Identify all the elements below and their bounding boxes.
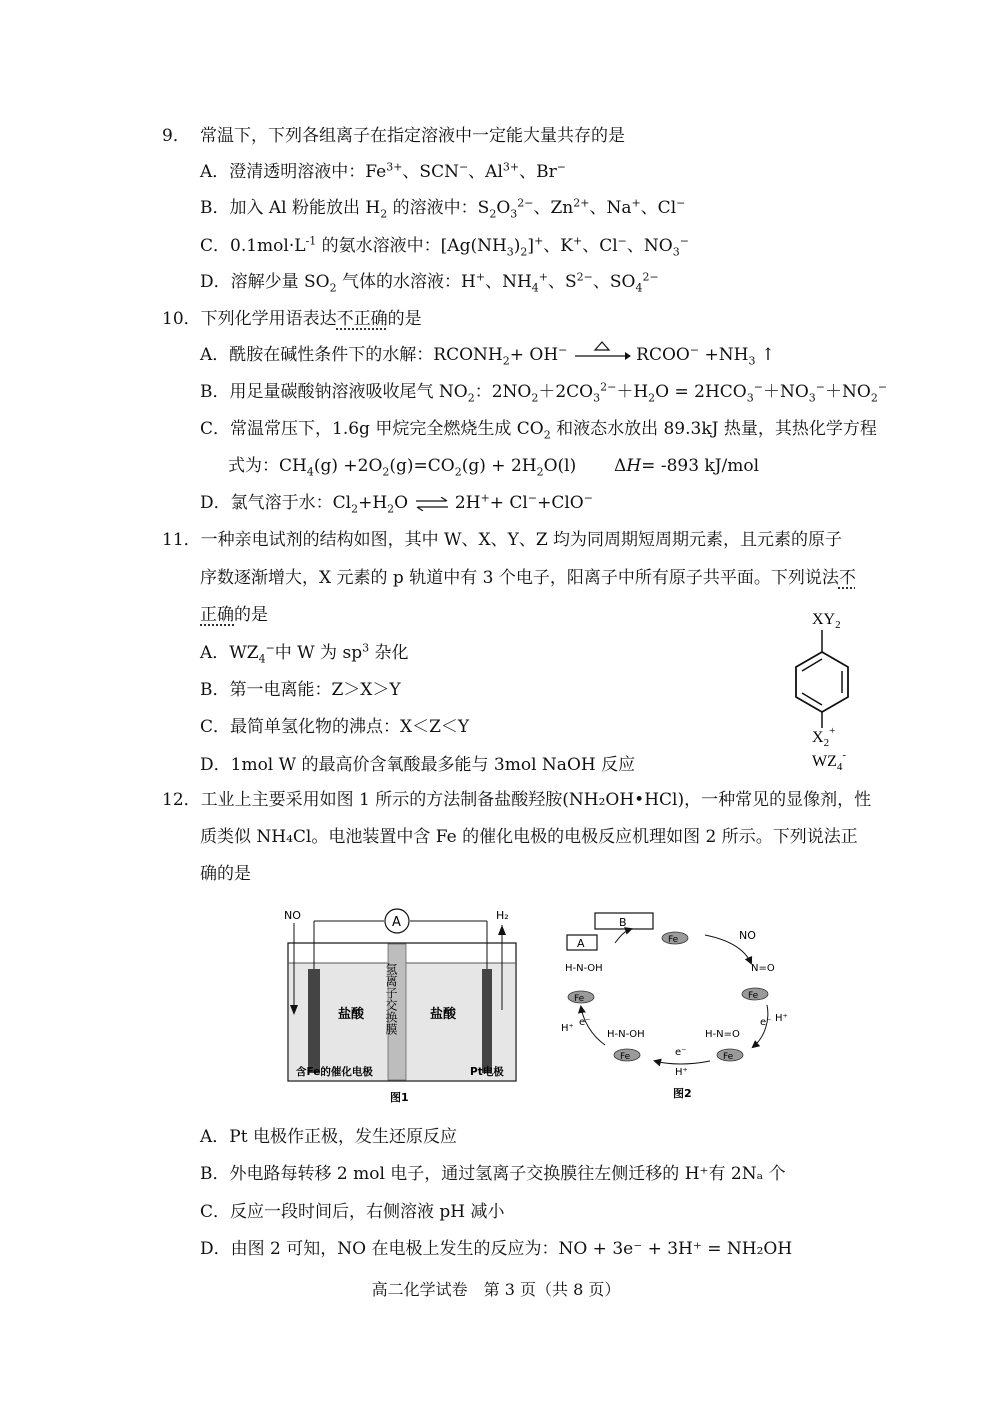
q12-stem-line3: 确的是	[200, 864, 251, 884]
heat-arrow-icon	[573, 349, 631, 363]
svg-text:H‑N=O: H‑N=O	[705, 1029, 740, 1040]
struct-top-label: $XY_2$	[812, 611, 841, 631]
svg-text:NO: NO	[739, 929, 756, 942]
q12-option-c: C．反应一段时间后，右侧溶液 pH 减小	[200, 1202, 505, 1222]
svg-text:H‑N‑OH: H‑N‑OH	[607, 1029, 645, 1040]
svg-text:Fe: Fe	[668, 935, 679, 945]
svg-text:H⁺: H⁺	[775, 1013, 788, 1024]
q12-option-a: A．Pt 电极作正极，发生还原反应	[200, 1127, 457, 1147]
page-footer: 高二化学试卷 第 3 页（共 8 页）	[371, 1280, 621, 1299]
membrane-label: 氢离子交换膜	[384, 963, 398, 1035]
right-electrode-label: Pt电极	[470, 1066, 504, 1078]
q11-option-c: C．最简单氢化物的沸点：X＜Z＜Y	[200, 717, 470, 737]
equilibrium-arrow-icon	[414, 497, 450, 511]
q10-option-a: A．酰胺在碱性条件下的水解：$RCONH_2+ OH^-$ RCOO− $+NH_3$ ↑	[200, 343, 776, 368]
struct-bottom-label: $X_2^+$	[812, 725, 836, 749]
svg-text:H⁺: H⁺	[675, 1067, 688, 1078]
q11-stem-line3: 正确的是	[200, 605, 268, 625]
q9-option-b: B．加入 Al 粉能放出 $H_2$ 的溶液中：$S_2O_3^{2-}$、$Zn^{2+}$、Na+、Cl−	[200, 196, 686, 221]
q10-option-c-line2: 式为：$CH_4(g) +2O_2(g)=CO_2(g) + 2H_2O(l)$ ΔH= -893 kJ/mol	[228, 456, 760, 479]
q9-option-a: A．澄清透明溶液中：$Fe^{3+}$、SCN−、$Al^{3+}$、Br−	[200, 160, 566, 182]
q12-option-b: B．外电路每转移 2 mol 电子，通过氢离子交换膜往左侧迁移的 H⁺有 2Nₐ 个	[200, 1164, 786, 1184]
svg-text:Fe: Fe	[723, 1052, 734, 1062]
svg-text:Fe: Fe	[748, 991, 759, 1001]
svg-text:e⁻: e⁻	[579, 1017, 591, 1028]
svg-text:B: B	[619, 916, 627, 929]
q11-option-a: A．$WZ_4^-$中 W 为 $sp^3$ 杂化	[200, 641, 409, 666]
svg-text:N=O: N=O	[751, 963, 775, 974]
svg-text:Fe: Fe	[574, 994, 585, 1004]
right-solution-label: 盐酸	[430, 1007, 457, 1022]
figure-2-cycle	[555, 905, 800, 1105]
svg-text:Fe: Fe	[620, 1052, 631, 1062]
svg-text:e⁻: e⁻	[760, 1017, 772, 1028]
figure-1-cell	[280, 905, 525, 1105]
h2-outlet-label: H₂	[496, 909, 509, 922]
svg-text:H⁺: H⁺	[561, 1023, 574, 1034]
left-electrode-label: 含Fe的催化电极	[296, 1066, 373, 1078]
no-inlet-label: NO	[284, 909, 301, 922]
q12-stem-line2: 质类似 NH₄Cl。电池装置中含 Fe 的催化电极的电极反应机理如图 2 所示。下列说法正	[200, 827, 858, 847]
question-11: 11．一种亲电试剂的结构如图，其中 W、X、Y、Z 均为同周期短周期元素，且元素的原子	[162, 530, 843, 550]
figure-2-caption: 图2	[673, 1087, 692, 1100]
question-number: 9．	[162, 126, 190, 146]
q11-option-b: B．第一电离能：Z＞X＞Y	[200, 680, 401, 700]
q10-option-b: B．用足量碳酸钠溶液吸收尾气 $NO_2$：$2NO_2+2CO_3^{2-}+H_2O = 2HCO_3^-+NO_3^-+NO_2^-$	[200, 380, 888, 405]
question-12: 12．工业上主要采用如图 1 所示的方法制备盐酸羟胺(NH₂OH•HCl)，一种常见的显像剂，性	[162, 790, 872, 810]
struct-anion-label: $WZ_4^-$	[812, 749, 847, 773]
q9-option-c: C．$0.1mol\cdot L^{-1}$ 的氨水溶液中：$[Ag(NH_3)_2]^+$、K+、Cl−、$NO_3^-$	[200, 234, 689, 259]
emphasis-dots: 不正确	[336, 309, 388, 329]
svg-text:A: A	[392, 915, 401, 930]
q12-option-d: D．由图 2 可知，NO 在电极上发生的反应为：NO + 3e⁻ + 3H⁺ = NH₂OH	[200, 1239, 793, 1259]
left-solution-label: 盐酸	[338, 1007, 365, 1022]
benzene-structure-figure	[770, 600, 880, 775]
svg-text:A: A	[577, 937, 585, 950]
q11-stem-line2: 序数逐渐增大，X 元素的 p 轨道中有 3 个电子，阳离子中所有原子共平面。下列说法不	[200, 568, 856, 588]
question-10: 10．下列化学用语表达不正确的是	[162, 309, 422, 329]
svg-text:H‑N‑OH: H‑N‑OH	[565, 963, 603, 974]
q10-option-c-line1: C．常温常压下，1.6g 甲烷完全燃烧生成 $CO_2$ 和液态水放出 89.3kJ 热量，其热化学方程	[200, 419, 877, 442]
q11-option-d: D．1mol W 的最高价含氧酸最多能与 3mol NaOH 反应	[200, 755, 636, 775]
q9-option-d: D．溶解少量 $SO_2$ 气体的水溶液：H+、$NH_4^+$、$S^{2-}$、$SO_4^{2-}$	[200, 270, 659, 295]
question-stem: 常温下，下列各组离子在指定溶液中一定能大量共存的是	[200, 126, 625, 146]
figure-1-caption: 图1	[390, 1091, 409, 1104]
svg-text:e⁻: e⁻	[675, 1047, 687, 1058]
question-9	[162, 124, 625, 148]
q10-option-d: D．氯气溶于水：$Cl_2+H_2O$ 2H++ Cl−+ClO−	[200, 491, 593, 516]
